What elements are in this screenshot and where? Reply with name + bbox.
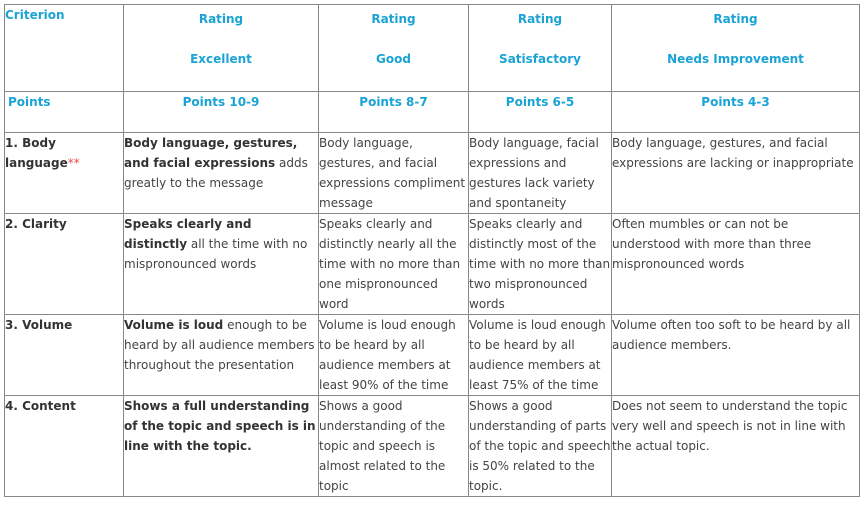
header-rating-good — [319, 5, 469, 92]
good-cell: Shows a good understanding of the topic and speech is almost related to the topic — [319, 396, 469, 497]
rating-name: Good — [376, 52, 411, 66]
rating-label: Rating — [371, 12, 416, 26]
criterion-cell — [5, 396, 124, 497]
criterion-cell — [5, 133, 124, 214]
rating-name: Satisfactory — [499, 52, 581, 66]
satisfactory-cell: Volume is loud enough to be heard by all audience members at least 75% of the time — [469, 315, 612, 396]
criterion-label: 4. Content — [5, 399, 76, 413]
table-row — [5, 315, 860, 396]
excellent-cell — [124, 315, 319, 396]
satisfactory-cell: Body language, facial expressions and gestures lack variety and spontaneity — [469, 133, 612, 214]
criterion-label: 2. Clarity — [5, 217, 67, 231]
header-points-satisfactory: Points 6-5 — [469, 92, 612, 133]
rating-label: Rating — [517, 12, 563, 26]
excellent-cell — [124, 396, 319, 497]
needs-improvement-cell: Body language, gestures, and facial expressions are lacking or inappropriate — [612, 133, 860, 214]
rating-label: Rating — [198, 12, 244, 26]
header-rating-satisfactory — [469, 5, 612, 92]
excellent-cell — [124, 214, 319, 315]
criterion-label: 1. Body language — [5, 136, 68, 170]
satisfactory-cell: Shows a good understanding of parts of the topic and speech is 50% related to the topic. — [469, 396, 612, 497]
table-row — [5, 214, 860, 315]
rating-label: Rating — [713, 12, 758, 26]
rating-name: Needs Improvement — [667, 52, 804, 66]
header-points-needs-improvement: Points 4-3 — [612, 92, 860, 133]
header-criterion: Criterion — [5, 5, 124, 92]
criterion-cell — [5, 315, 124, 396]
header-points-excellent: Points 10-9 — [124, 92, 319, 133]
header-rating-excellent — [124, 5, 319, 92]
asterisk-marker: ** — [67, 156, 80, 170]
criterion-label: 3. Volume — [5, 318, 73, 332]
excellent-bold-text: Shows a full understanding of the topic and speech is in line with the topic. — [124, 399, 316, 453]
needs-improvement-cell: Volume often too soft to be heard by all audience members. — [612, 315, 860, 396]
header-points-row — [5, 92, 860, 133]
good-cell: Speaks clearly and distinctly nearly all the time with no more than one mispronounced word — [319, 214, 469, 315]
excellent-text: adds greatly to the message — [124, 156, 308, 190]
header-rating-needs-improvement — [612, 5, 860, 92]
rating-name: Excellent — [190, 52, 252, 66]
excellent-cell — [124, 133, 319, 214]
excellent-text: all the time with no mispronounced words — [124, 237, 308, 271]
excellent-text: enough to be heard by all audience members throughout the presentation — [124, 318, 315, 372]
header-points-good: Points 8-7 — [319, 92, 469, 133]
table-row — [5, 396, 860, 497]
satisfactory-cell: Speaks clearly and distinctly most of the time with no more than two mispronounced words — [469, 214, 612, 315]
needs-improvement-cell: Does not seem to understand the topic very well and speech is not in line with the actual topic. — [612, 396, 860, 497]
header-points-label: Points — [5, 92, 124, 133]
good-cell: Volume is loud enough to be heard by all audience members at least 90% of the time — [319, 315, 469, 396]
good-cell: Body language, gestures, and facial expressions compliment message — [319, 133, 469, 214]
needs-improvement-cell: Often mumbles or can not be understood with more than three mispronounced words — [612, 214, 860, 315]
header-rating-row — [5, 5, 860, 92]
excellent-bold-text: Speaks clearly and distinctly — [124, 217, 252, 251]
excellent-bold-text: Body language, gestures, and facial expressions — [124, 136, 298, 170]
table-row — [5, 133, 860, 214]
criterion-cell — [5, 214, 124, 315]
rubric-table — [4, 4, 860, 497]
excellent-bold-text: Volume is loud — [124, 318, 224, 332]
